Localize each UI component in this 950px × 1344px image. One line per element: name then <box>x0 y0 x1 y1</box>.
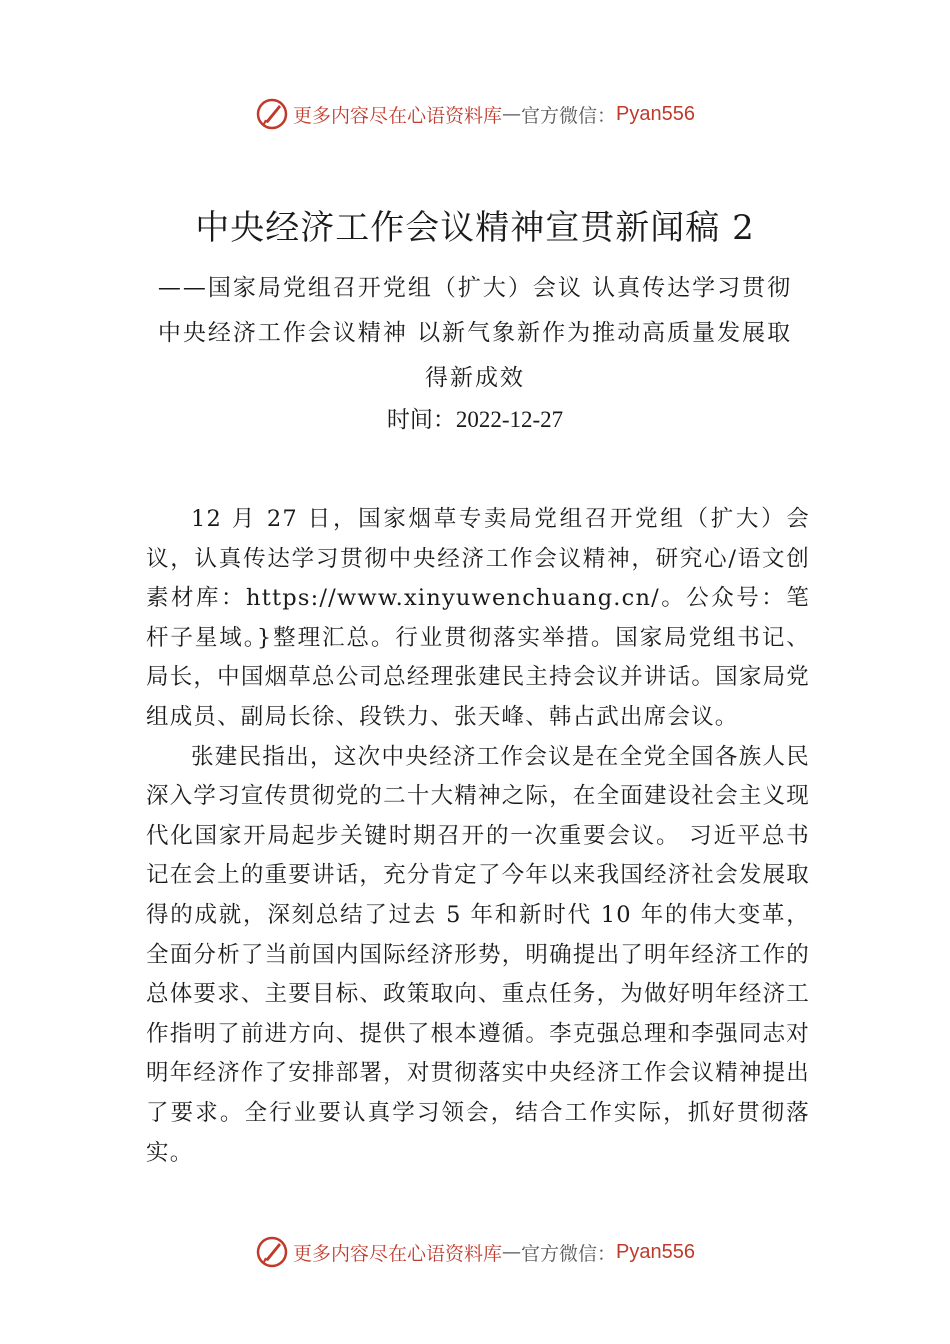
date-value: 2022-12-27 <box>455 407 564 432</box>
banner-wechat-label: 官方微信： <box>521 104 617 127</box>
banner-lead-text: 更多内容尽在心语资料库 <box>293 104 503 127</box>
date-label: 时间： <box>386 407 456 433</box>
body-paragraph-2: 张建民指出，这次中央经济工作会议是在全党全国各族人民深入学习宣传贯彻党的二十大精神之际，在全面建设社会主义现代化国家开局起步关键时期召开的一次重要会议。 习近平总书记在会上的重要讲话，充分肯定了今年以来我国经济社会发展取得的成就，深刻总结了过去 5 年和新时代 10 年的伟大变革，全面分析了当前国内国际经济形势，明确提出了明年经济工作的总体要求、主要目标、政策取向、重点任务，为做好明年经济工作指明了前进方向、提供了根本遵循。李克强总理和李强同志对明年经济作了安排部署，对贯彻落实中央经济工作会议精神提出了要求。全行业要认真学习领会，结合工作实际，抓好贯彻落实。 <box>146 743 810 1166</box>
banner-wechat-id: Pyan556 <box>616 1240 695 1263</box>
banner-dash: — <box>502 103 522 125</box>
quill-logo-icon <box>255 97 289 131</box>
header-banner <box>0 94 950 134</box>
quill-logo-icon <box>255 1235 289 1269</box>
document-title: 中央经济工作会议精神宣贯新闻稿 2 <box>195 208 755 248</box>
banner-dash: — <box>502 1241 522 1263</box>
document-date <box>0 401 950 434</box>
banner-wechat-id: Pyan556 <box>616 102 695 125</box>
banner-lead-text: 更多内容尽在心语资料库 <box>293 1242 503 1265</box>
footer-banner <box>0 1232 950 1272</box>
document-body <box>146 500 810 1173</box>
banner-wechat-label: 官方微信： <box>521 1242 617 1265</box>
body-paragraph-1: 12 月 27 日，国家烟草专卖局党组召开党组（扩大）会议，认真传达学习贯彻中央经济工作会议精神，研究心/语文创素材库：https://www.xinyuwenchuang.cn/。公众号：笔杆子星域。}整理汇总。行业贯彻落实举措。国家局党组书记、局长，中国烟草总公司总经理张建民主持会议并讲话。国家局党组成员、副局长徐、段铁力、张天峰、韩占武出席会议。 <box>146 506 810 730</box>
document-subtitle: ——国家局党组召开党组（扩大）会议 认真传达学习贯彻中央经济工作会议精神 以新气象新作为推动高质量发展取得新成效 <box>157 275 793 391</box>
